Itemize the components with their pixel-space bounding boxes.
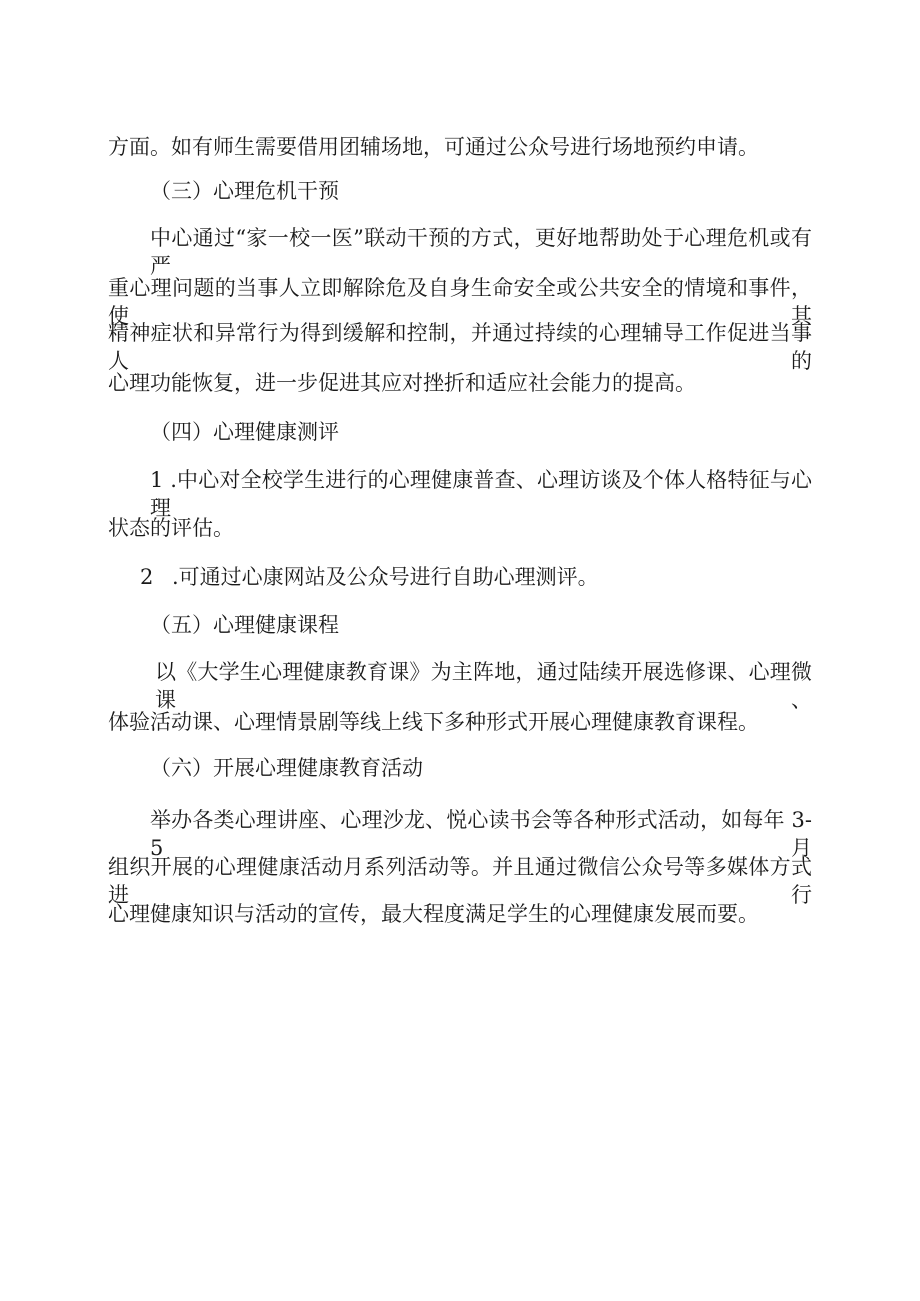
paragraph-line: 心理健康知识与活动的宣传，最大程度满足学生的心理健康发展而要。 bbox=[108, 902, 759, 926]
paragraph-line: 举办各类心理讲座、心理沙龙、悦心读书会等各种形式活动，如每年 3-5 月 bbox=[150, 808, 812, 860]
paragraph-line: 方面。如有师生需要借用团辅场地，可通过公众号进行场地预约申请。 bbox=[108, 135, 759, 159]
paragraph-line: 组织开展的心理健康活动月系列活动等。并且通过微信公众号等多媒体方式进行 bbox=[108, 855, 812, 907]
list-item-2: .可通过心康网站及公众号进行自助心理测评。 bbox=[172, 565, 599, 589]
section-heading-5: （五）心理健康课程 bbox=[150, 613, 339, 637]
paragraph-line: 状态的评估。 bbox=[108, 516, 234, 540]
paragraph-line: 精神症状和异常行为得到缓解和控制，并通过持续的心理辅导工作促进当事人的 bbox=[108, 321, 812, 373]
section-heading-4: （四）心理健康测评 bbox=[150, 420, 339, 444]
list-item-2-number: 2 bbox=[140, 565, 154, 589]
section-heading-3: （三）心理危机干预 bbox=[150, 179, 339, 203]
section-heading-6: （六）开展心理健康教育活动 bbox=[150, 756, 423, 780]
paragraph-line: 心理功能恢复，进一步促进其应对挫折和适应社会能力的提高。 bbox=[108, 371, 696, 395]
paragraph-line: 重心理问题的当事人立即解除危及自身生命安全或公共安全的情境和事件，使其 bbox=[108, 276, 812, 328]
paragraph-line: 中心通过“家一校一医”联动干预的方式，更好地帮助处于心理危机或有严 bbox=[150, 226, 812, 278]
paragraph-line: 体验活动课、心理情景剧等线上线下多种形式开展心理健康教育课程。 bbox=[108, 710, 759, 734]
list-item-1: 1 .中心对全校学生进行的心理健康普查、心理访谈及个体人格特征与心理 bbox=[150, 468, 812, 520]
paragraph-line: 以《大学生心理健康教育课》为主阵地，通过陆续开展选修课、心理微课、 bbox=[155, 660, 812, 712]
